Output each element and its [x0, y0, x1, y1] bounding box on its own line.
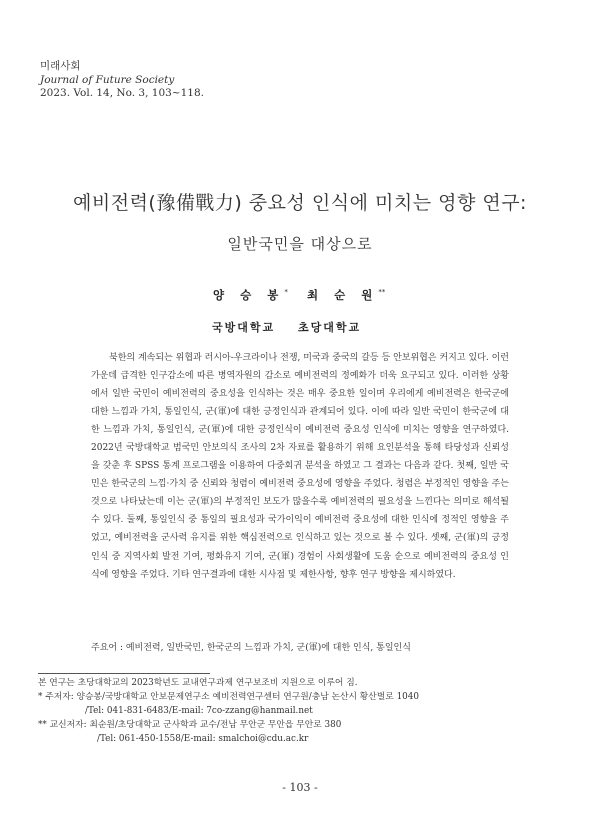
author-2-name: 최 순 원	[307, 288, 379, 302]
affiliation-2: 초당대학교	[298, 321, 362, 334]
author-2	[307, 287, 385, 303]
footnote-divider	[38, 673, 210, 674]
footnote-author2: ** 교신저자: 최순원/초당대학교 군사학과 교수/전남 무안군 무안읍 무안로 380	[38, 720, 342, 730]
footnote-author1-contact: /Tel: 041-831-6483/E-mail: 7co-zzang@hanmail.net	[85, 706, 313, 716]
footnote-author1: * 주저자: 양승봉/국방대학교 안보문제연구소 예비전력연구센터 연구원/충남 논산시 황산벌로 1040	[38, 692, 419, 702]
author-2-mark: **	[378, 288, 386, 296]
affiliation-1: 국방대학교	[212, 321, 276, 334]
journal-name-korean: 미래사회	[40, 60, 81, 72]
abstract-text: 북한의 계속되는 위협과 러시아-우크라이나 전쟁, 미국과 중국의 갈등 등 안보위협은 커지고 있다. 이런 가운데 급격한 인구감소에 따른 병역자원의 감소로 예비전력의 정예화가 더욱 요구되고 있다. 이러한 상황에서 일반 국민이 예비전력의 중요성을 인식하는 것은 매우 중요한 일이며 우리에게 예비전력은 한국군에 대한 느낌과 가치, 통일인식, 군(軍)에 대한 긍정인식과 관계되어 있다. 이에 따라 일반 국민이 한국군에 대한 느낌과 가치, 통일인식, 군(軍)에 대한 긍정인식이 예비전력 중요성 인식에 미치는 영향을 연구하였다. 2022년 국방대학교 범국민 안보의식 조사의 2차 자료를 활용하기 위해 요인분석을 통해 타당성과 신뢰성을 갖춘 후 SPSS 통계 프로그램을 이용하여 다중회귀 분석을 하였고 그 결과는 다음과 같다. 첫째, 일반 국민은 한국군의 느낌·가치 중 신뢰와 청렴이 예비전력 중요성에 영향을 주었다. 청렴은 부정적인 영향을 주는 것으로 나타났는데 이는 군(軍)의 부정적인 보도가 많을수록 예비전력의 필요성을 느낀다는 의미로 해석될 수 있다. 둘째, 통일인식 중 통일의 필요성과 국가이익이 예비전력 중요성에 대한 인식에 정적인 영향을 주었고, 예비전력을 군사력 유지를 위한 핵심전력으로 인식하고 있는 것으로 볼 수 있다. 셋째, 군(軍)의 긍정 인식 중 지역사회 발전 기여, 평화유지 기여, 군(軍) 경험이 사회생활에 도움 순으로 예비전력의 중요성 인식에 영향을 주었다. 기타 연구결과에 대한 시사점 및 제한사항, 향후 연구 방향을 제시하였다.	[91, 353, 509, 580]
journal-name-english: Journal of Future Society	[40, 73, 175, 86]
journal-header	[40, 60, 204, 101]
keywords: 주요어 : 예비전력, 일반국민, 한국군의 느낌과 가치, 군(軍)에 대한 인식, 통일인식	[91, 643, 411, 653]
author-1-mark: *	[284, 288, 288, 296]
footnotes	[38, 676, 419, 746]
author-1-name: 양 승 봉	[213, 288, 285, 302]
author-1	[213, 287, 288, 303]
paper-subtitle: 일반국민을 대상으로	[227, 235, 373, 253]
page-number: - 103 -	[282, 781, 318, 794]
footnote-funding: 본 연구는 초당대학교의 2023학년도 교내연구과제 연구보조비 지원으로 이루어 짐.	[38, 678, 358, 688]
footnote-author2-contact: /Tel: 061-450-1558/E-mail: smalchoi@cdu.ac.kr	[97, 734, 309, 744]
journal-issue: 2023. Vol. 14, No. 3, 103~118.	[40, 87, 204, 99]
paper-title: 예비전력(豫備戰力) 중요성 인식에 미치는 영향 연구:	[73, 192, 527, 214]
